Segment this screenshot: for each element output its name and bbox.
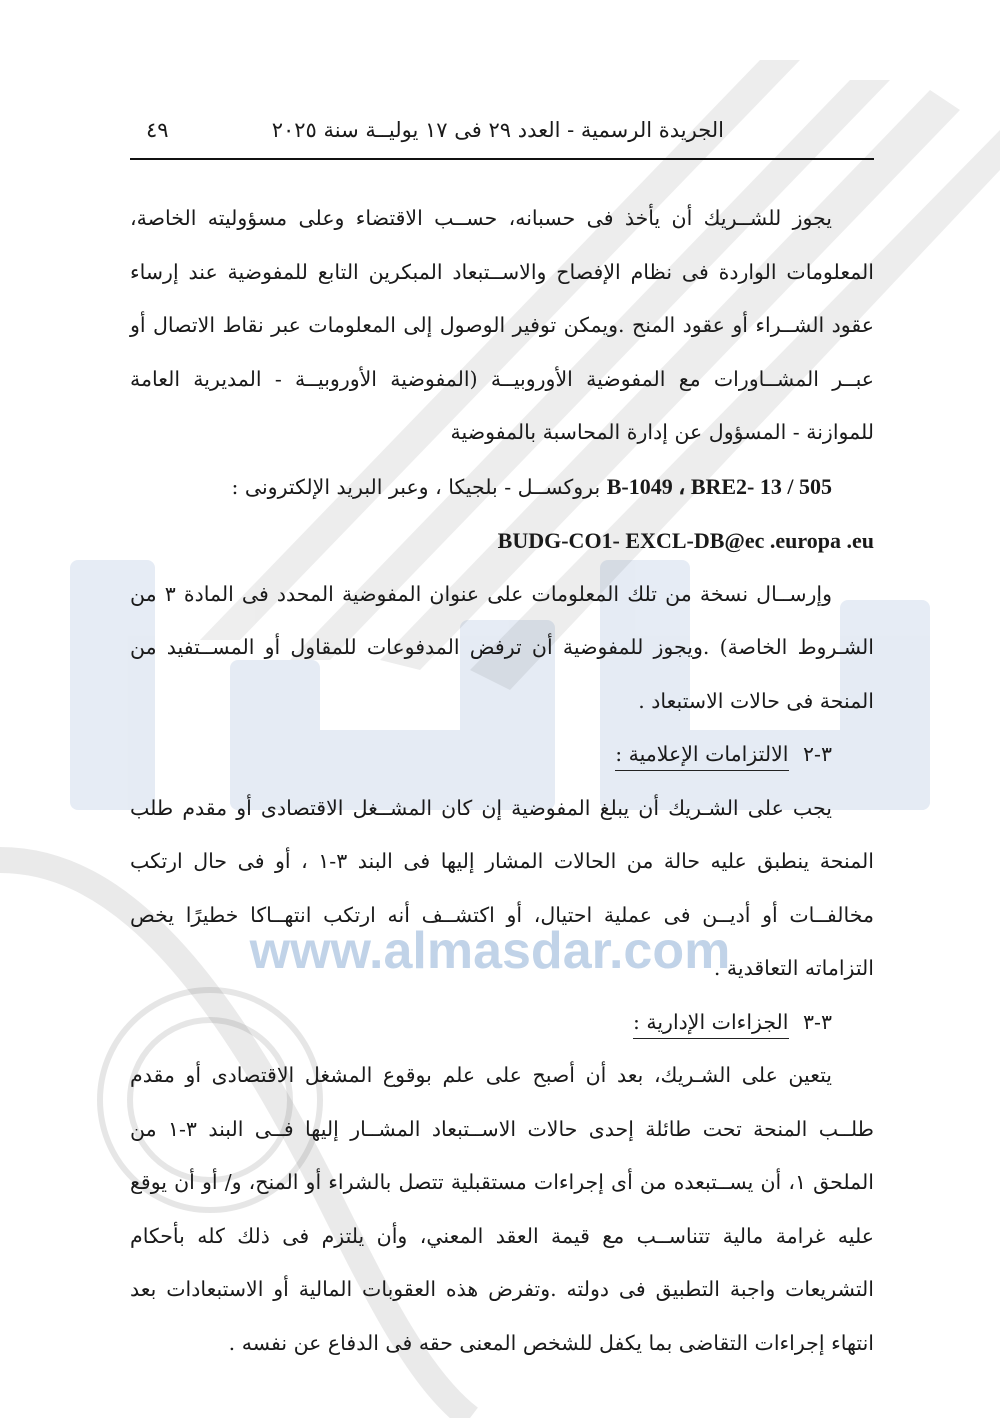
document-page (130, 110, 874, 1370)
paragraph-5: يتعين على الشـريك، بعد أن أصبح على علم بوقوع المشغل الاقتصادى أو مقدم طلــب المنحة تحت طائلة إحدى حالات الاســتبعاد المشــار إليها فــى البند ٣-١ من الملحق ١، أن يســتبعده من أى إجراءات مستقبلية تتصل بالشراء أو المنح، و/ أو أن يوقع عليه غرامة مالية تتناســب مع قيمة العقد المعني، وأن يلتزم فى ذلك كله بأحكام التشريعات واجبة التطبيق فى دولته .وتفرض هذه العقوبات المالية أو الاستبعادات بعد انتهاء إجراءات التقاضى بما يكفل للشخص المعنى حقه فى الدفاع عن نفسه . (130, 1063, 874, 1355)
section-title: الجزاءات الإدارية : (633, 1010, 789, 1039)
address-code: B-1049 ، BRE2- 13 / 505 (606, 473, 832, 499)
paragraph-4: يجب على الشـريك أن يبلغ المفوضية إن كان المشــغل الاقتصادى أو مقدم طلب المنحة ينطبق عليه حالة من الحالات المشار إليها فى البند ٣-١ ، أو فى حال ارتكب مخالفــات أو أديــن فى عملية احتيال، أو اكتشــف أنه ارتكب انتهــاكا خطيرًا يخص التزاماته التعاقدية . (130, 795, 874, 980)
paragraph-2 (130, 460, 874, 515)
section-number: ٣-٢ (803, 742, 832, 766)
section-number: ٣-٣ (803, 1009, 832, 1034)
section-heading-3-2 (130, 728, 874, 782)
paragraph-3: وإرســال نسخة من تلك المعلومات على عنوان المفوضية المحدد فى المادة ٣ من الشـروط الخاصة) .ويجوز للمفوضية أن ترفض المدفوعات للمقاول أو المســتفيد من المنحة فى حالات الاستبعاد . (130, 581, 874, 713)
paragraph-1: يجوز للشــريك أن يأخذ فى حسبانه، حســب الاقتضاء وعلى مسؤوليته الخاصة، المعلومات الواردة فى نظام الإفصاح والاســتبعاد المبكرين التابع للمفوضية عند إرساء عقود الشــراء أو عقود المنح .ويمكن توفير الوصول إلى المعلومات عبر نقاط الاتصال أو عبــر المشــاورات مع المفوضية الأوروبيــة (المفوضية الأوروبيــة - المديرية العامة للموازنة - المسؤول عن إدارة المحاسبة بالمفوضية (130, 206, 874, 444)
page-number: ٤٩ (146, 118, 169, 142)
document-body (130, 192, 874, 1370)
page-header (130, 110, 874, 160)
address-text: بروكســل - بلجيكا ، وعبر البريد الإلكترونى : (231, 474, 601, 499)
email-address: BUDG-CO1- EXCL-DB@ec .europa .eu (497, 528, 874, 553)
watermark-url: www.almasdar.com (249, 922, 731, 980)
section-title: الالتزامات الإعلامية : (615, 742, 788, 771)
section-heading-3-3 (130, 996, 874, 1050)
header-title: الجريدة الرسمية - العدد ٢٩ فى ١٧ يوليــة سنة ٢٠٢٥ (271, 118, 724, 142)
